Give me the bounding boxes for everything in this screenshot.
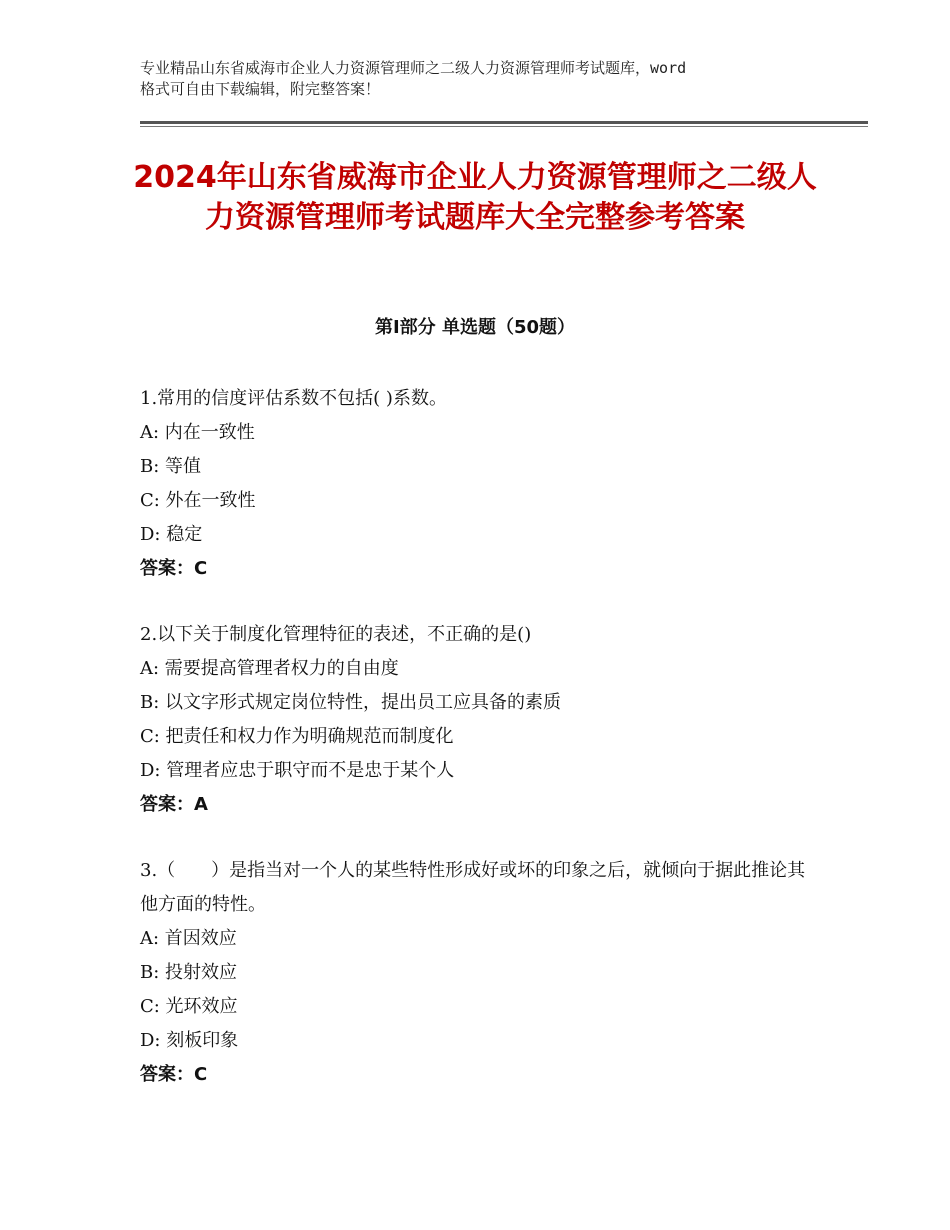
question-stem: 3.（ ）是指当对一个人的某些特性形成好或坏的印象之后，就倾向于据此推论其他方面的特性。 xyxy=(140,860,806,915)
header-note: 专业精品山东省威海市企业人力资源管理师之二级人力资源管理师考试题库，word 格式可自由下载编辑，附完整答案！ xyxy=(140,59,687,98)
document-title: 2024年山东省威海市企业人力资源管理师之二级人力资源管理师考试题库大全完整参考答案 xyxy=(133,160,817,235)
option-d: D: 刻板印象 xyxy=(140,1030,239,1051)
question-2 xyxy=(140,618,820,822)
option-d: D: 管理者应忠于职守而不是忠于某个人 xyxy=(140,760,455,781)
option-d: D: 稳定 xyxy=(140,524,203,545)
option-b: B: 以文字形式规定岗位特性，提出员工应具备的素质 xyxy=(140,692,562,713)
option-c: C: 把责任和权力作为明确规范而制度化 xyxy=(140,726,454,747)
question-stem: 2.以下关于制度化管理特征的表述，不正确的是() xyxy=(140,624,532,645)
header-divider-thin xyxy=(140,126,868,127)
header-divider-thick xyxy=(140,121,868,124)
answer: 答案：C xyxy=(140,1064,208,1085)
option-a: A: 需要提高管理者权力的自由度 xyxy=(140,658,399,679)
option-a: A: 内在一致性 xyxy=(140,422,255,443)
answer: 答案：C xyxy=(140,558,208,579)
section-title: 第Ⅰ部分 单选题（50题） xyxy=(374,317,575,338)
question-stem: 1.常用的信度评估系数不包括( )系数。 xyxy=(140,388,447,409)
option-a: A: 首因效应 xyxy=(140,928,237,949)
option-b: B: 投射效应 xyxy=(140,962,238,983)
question-list xyxy=(140,382,820,1124)
question-3 xyxy=(140,854,820,1092)
option-c: C: 光环效应 xyxy=(140,996,238,1017)
option-c: C: 外在一致性 xyxy=(140,490,256,511)
question-1 xyxy=(140,382,820,586)
option-b: B: 等值 xyxy=(140,456,202,477)
answer: 答案：A xyxy=(140,794,208,815)
